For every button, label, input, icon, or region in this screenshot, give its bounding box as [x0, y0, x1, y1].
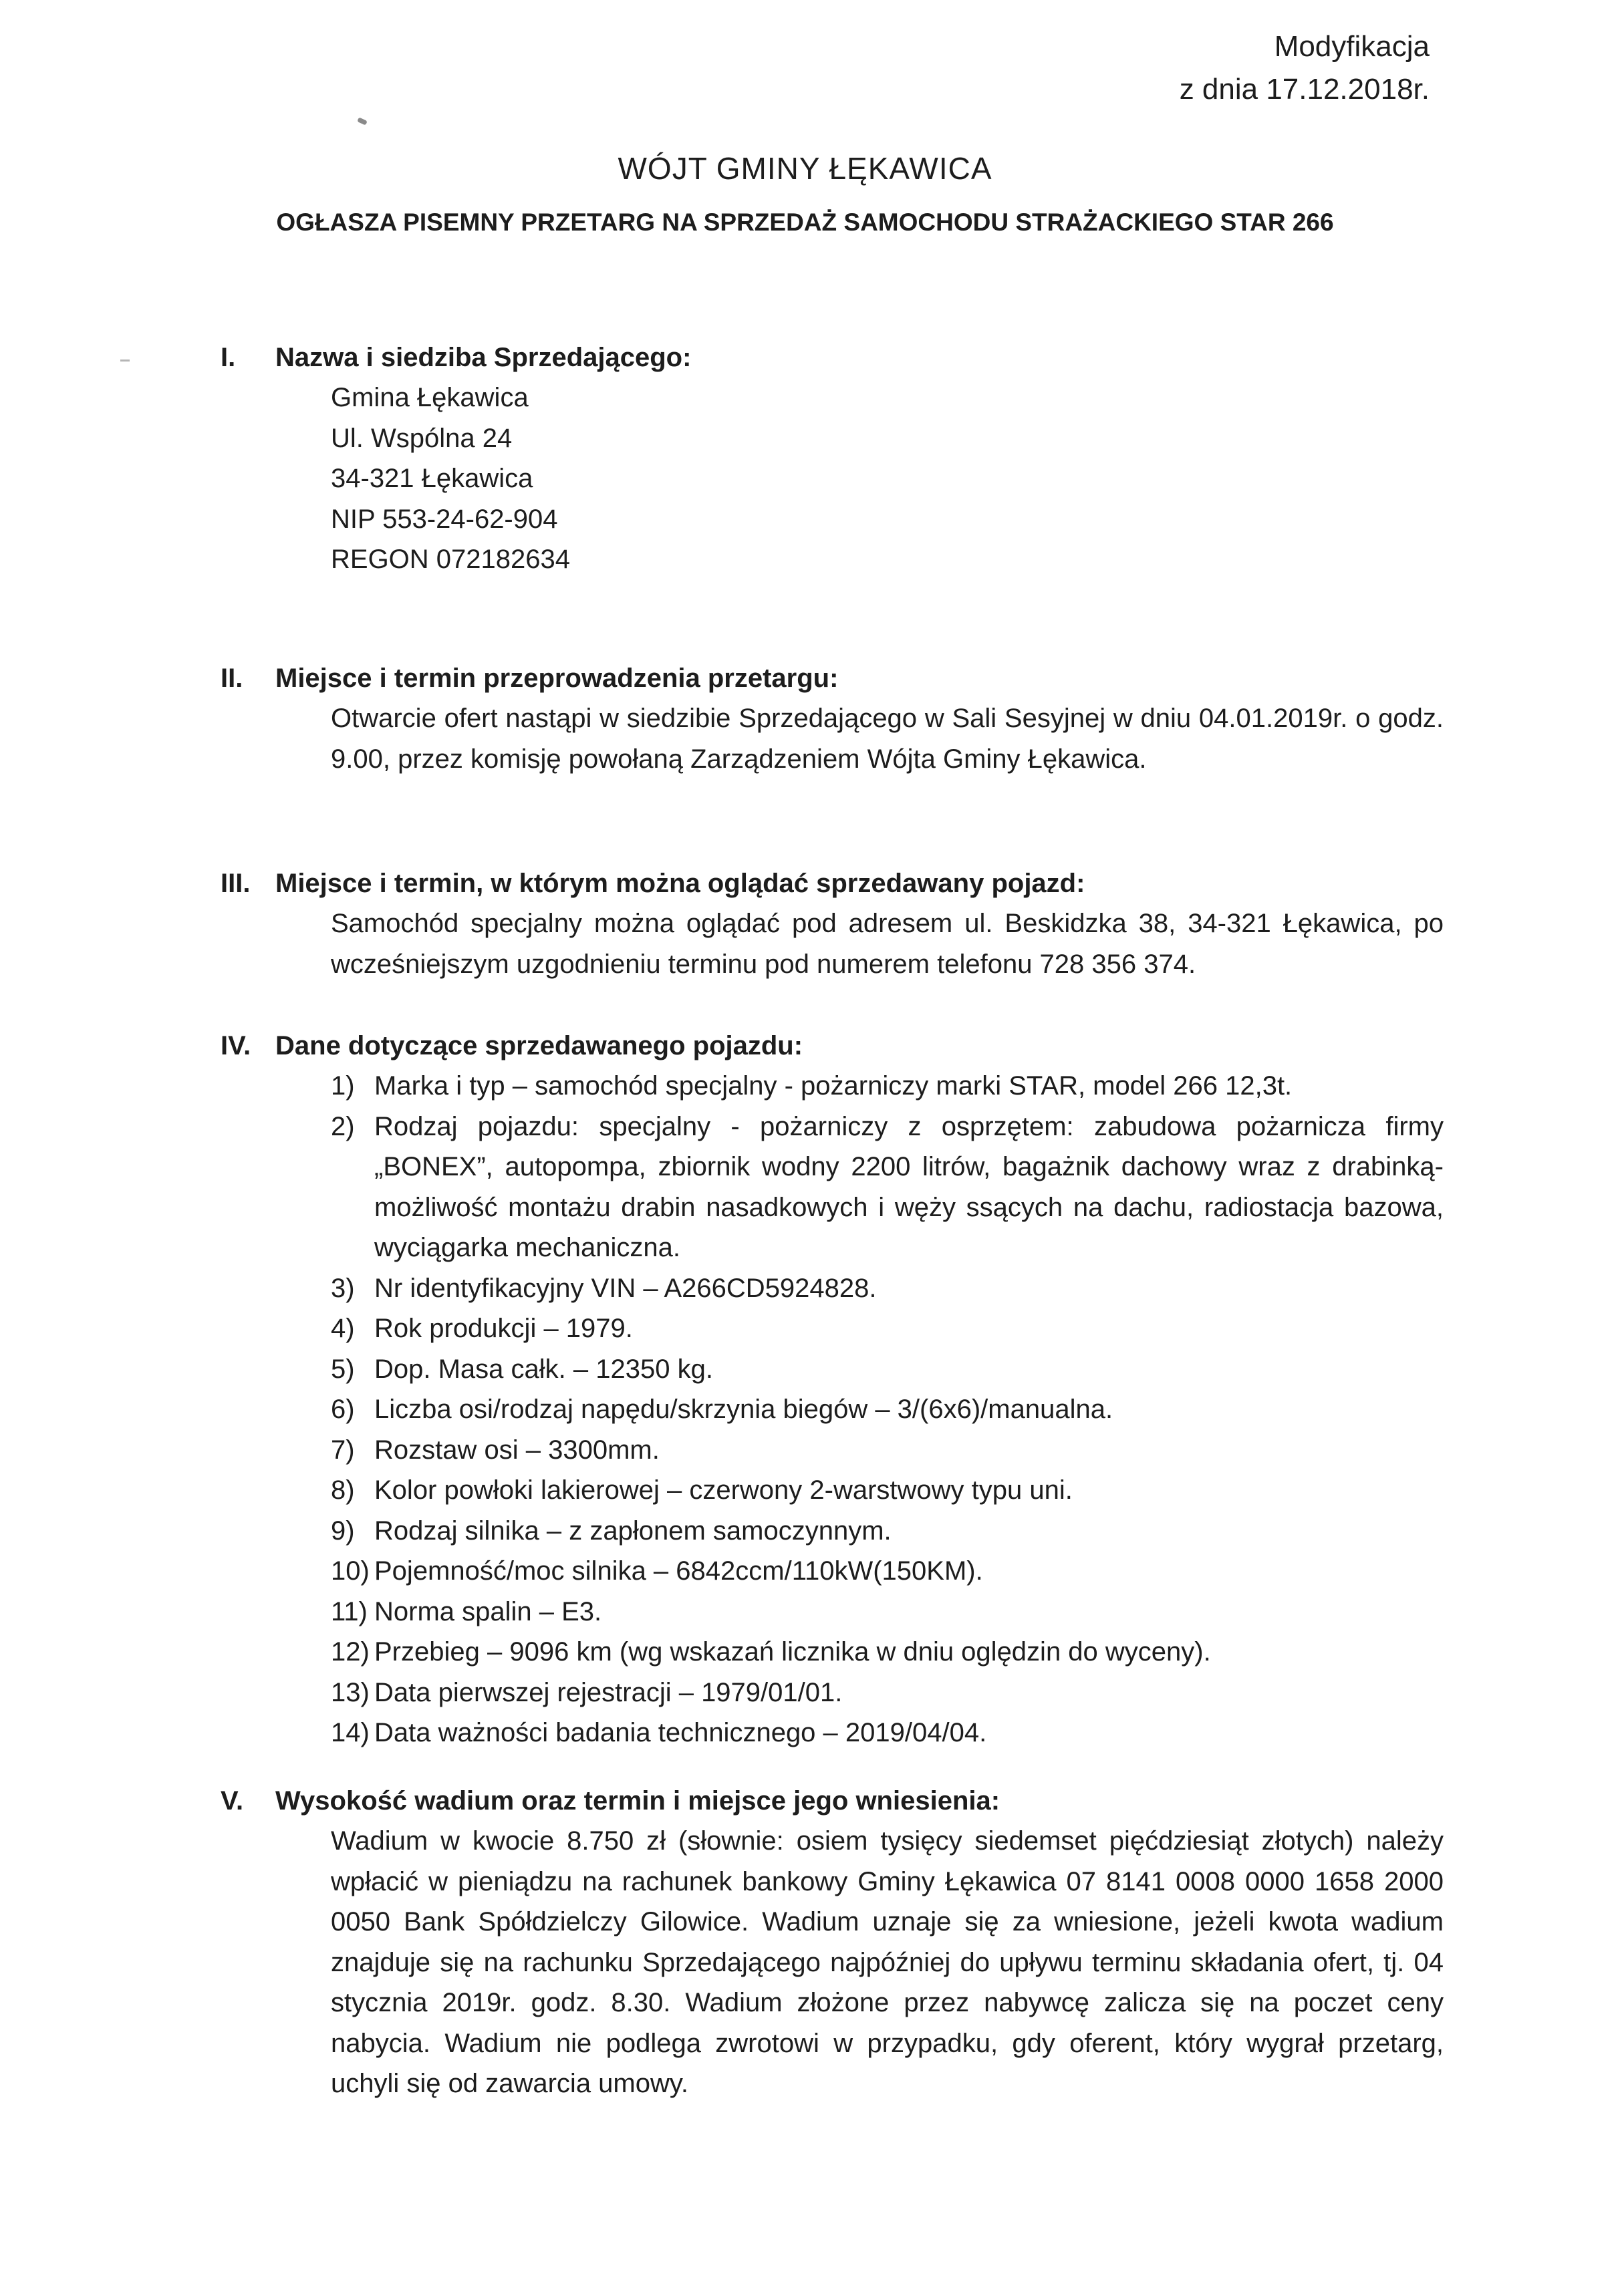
section-numeral: I.	[221, 343, 236, 372]
section-heading	[221, 337, 1444, 378]
modification-label: Modyfikacja	[1274, 30, 1430, 63]
section-seller	[221, 337, 1444, 580]
section-viewing	[221, 863, 1444, 984]
list-item: 13) Data pierwszej rejestracji – 1979/01/01.	[331, 1677, 843, 1707]
address-line: Ul. Wspólna 24	[331, 423, 513, 453]
address-line: Gmina Łękawica	[331, 383, 529, 412]
section-heading	[221, 1026, 1444, 1066]
section-heading-text: Nazwa i siedziba Sprzedającego:	[275, 343, 692, 372]
seller-address	[221, 378, 1444, 580]
address-line: NIP 553-24-62-904	[331, 504, 558, 534]
list-item: 5) Dop. Masa całk. – 12350 kg.	[331, 1354, 713, 1384]
section-heading	[221, 658, 1444, 698]
section-paragraph: Samochód specjalny można oglądać pod adresem ul. Beskidzka 38, 34-321 Łękawica, po wcześniejszym uzgodnieniu terminu pod numerem telefonu 728 356 374.	[331, 909, 1444, 979]
vehicle-data-list	[221, 1066, 1444, 1753]
scan-speck	[120, 360, 130, 362]
list-item: 7) Rozstaw osi – 3300mm.	[331, 1435, 660, 1465]
section-numeral: II.	[221, 664, 243, 693]
list-item: 12) Przebieg – 9096 km (wg wskazań licznika w dniu oględzin do wyceny).	[331, 1637, 1211, 1667]
section-heading	[221, 1781, 1444, 1821]
list-item: 9) Rodzaj silnika – z zapłonem samoczynnym.	[331, 1516, 892, 1546]
list-item: 4) Rok produkcji – 1979.	[331, 1314, 633, 1343]
section-paragraph: Otwarcie ofert nastąpi w siedzibie Sprzedającego w Sali Sesyjnej w dniu 04.01.2019r. o godz. 9.00, przez komisję powołaną Zarządzeniem Wójta Gminy Łękawica.	[331, 704, 1444, 774]
section-heading	[221, 863, 1444, 903]
section-auction-place	[221, 658, 1444, 779]
scan-speck	[357, 117, 368, 125]
modification-date: z dnia 17.12.2018r.	[1179, 73, 1430, 106]
list-item: 6) Liczba osi/rodzaj napędu/skrzynia biegów – 3/(6x6)/manualna.	[331, 1395, 1113, 1424]
list-item: 8) Kolor powłoki lakierowej – czerwony 2-warstwowy typu uni.	[331, 1475, 1073, 1505]
section-heading-text: Wysokość wadium oraz termin i miejsce jego wniesienia:	[275, 1786, 1000, 1816]
document-subtitle: OGŁASZA PISEMNY PRZETARG NA SPRZEDAŻ SAMOCHODU STRAŻACKIEGO STAR 266	[276, 208, 1334, 236]
section-numeral: V.	[221, 1786, 244, 1816]
list-item: 10) Pojemność/moc silnika – 6842ccm/110kW(150KM).	[331, 1556, 983, 1586]
address-line: 34-321 Łękawica	[331, 464, 533, 493]
section-deposit	[221, 1781, 1444, 2104]
modification-note	[1180, 25, 1430, 111]
section-paragraph: Wadium w kwocie 8.750 zł (słownie: osiem tysięcy siedemset pięćdziesiąt złotych) należy wpłacić w pieniądzu na rachunek bankowy Gminy Łękawica 07 8141 0008 0000 1658 2000 0050 Bank Spółdzielczy Gilowice. Wadium uznaje się za wniesione, jeżeli kwota wadium znajduje się na rachunku Sprzedającego najpóźniej do upływu terminu składania ofert, tj. 04 stycznia 2019r. godz. 8.30. Wadium złożone przez nabywcę zalicza się na poczet ceny nabycia. Wadium nie podlega zwrotowi w przypadku, gdy oferent, który wygrał przetarg, uchyli się od zawarcia umowy.	[331, 1826, 1444, 2098]
list-item: 3) Nr identyfikacyjny VIN – A266CD5924828.	[331, 1273, 877, 1303]
list-item: 2) Rodzaj pojazdu: specjalny - pożarniczy z osprzętem: zabudowa pożarnicza firmy „BONEX”, autopompa, zbiornik wodny 2200 litrów, bagażnik dachowy wraz z drabinką- możliwość montażu drabin nasadkowych i węży ssących na dachu, radiostacja bazowa, wyciągarka mechaniczna.	[331, 1111, 1444, 1262]
section-vehicle-data	[221, 1026, 1444, 1753]
address-line: REGON 072182634	[331, 545, 571, 574]
document-title: WÓJT GMINY ŁĘKAWICA	[618, 151, 992, 186]
list-item: 11) Norma spalin – E3.	[331, 1596, 602, 1626]
section-numeral: III.	[221, 869, 251, 898]
section-heading-text: Miejsce i termin, w którym można oglądać sprzedawany pojazd:	[275, 869, 1085, 898]
section-heading-text: Dane dotyczące sprzedawanego pojazdu:	[275, 1031, 803, 1060]
list-item: 1) Marka i typ – samochód specjalny - pożarniczy marki STAR, model 266 12,3t.	[331, 1071, 1293, 1101]
section-heading-text: Miejsce i termin przeprowadzenia przetargu:	[275, 664, 839, 693]
section-numeral: IV.	[221, 1031, 251, 1060]
list-item: 14) Data ważności badania technicznego – 2019/04/04.	[331, 1718, 987, 1747]
